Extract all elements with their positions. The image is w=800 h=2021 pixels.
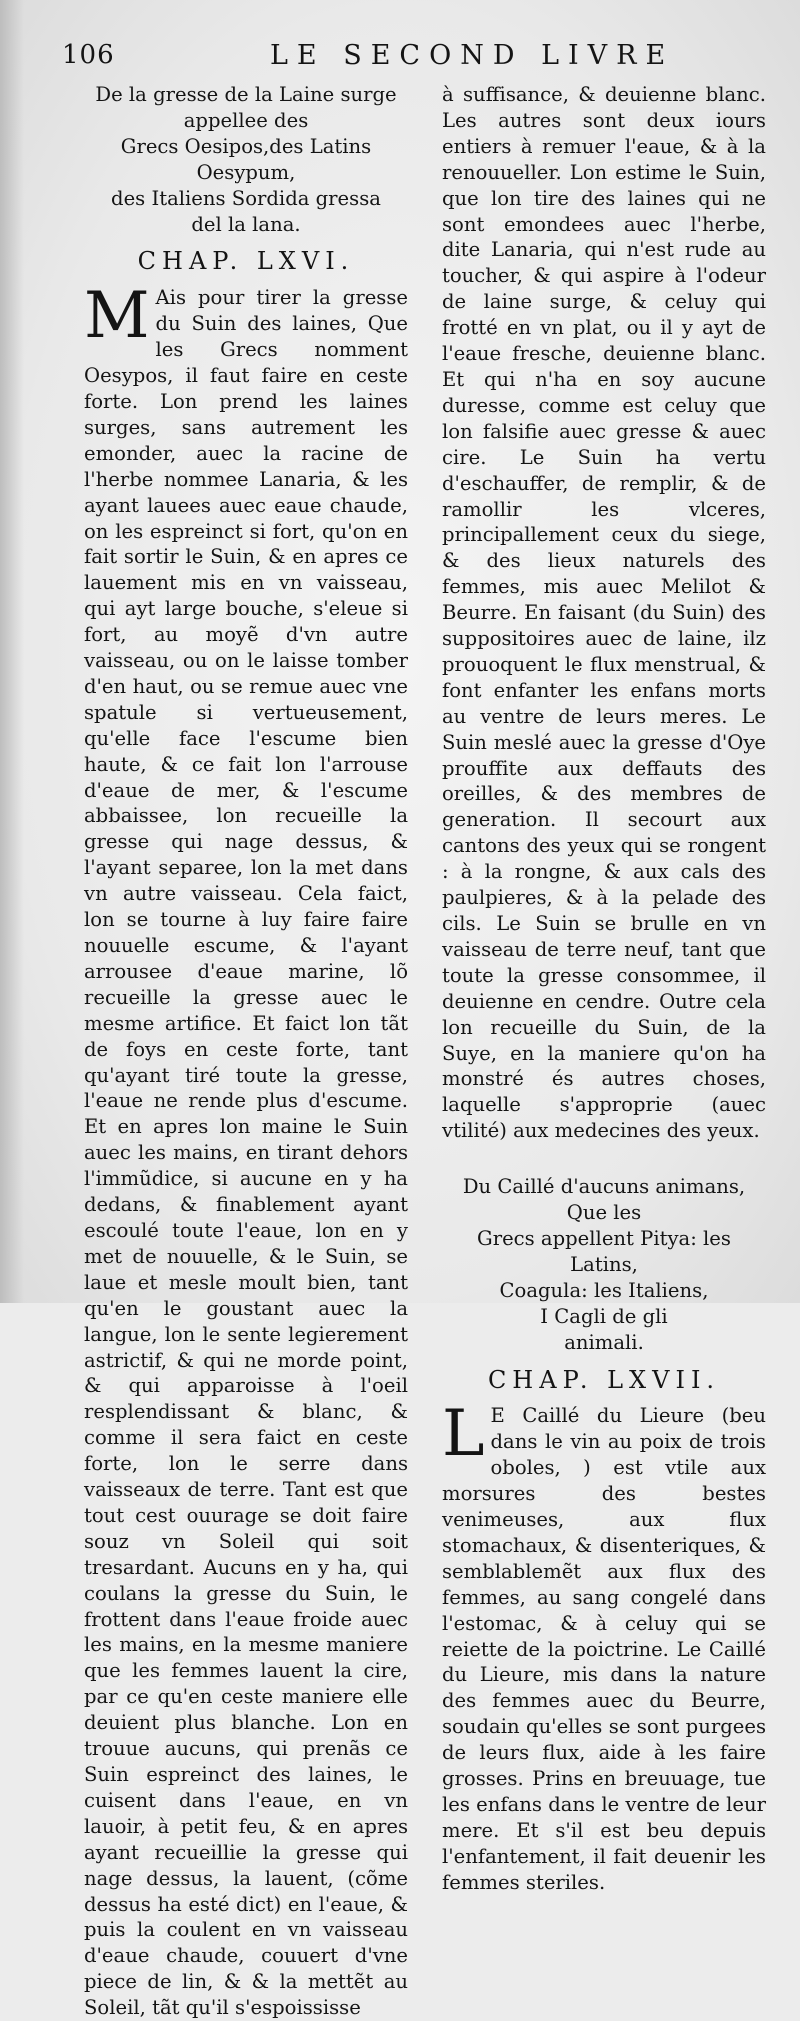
body-text-left: Ais pour tirer la gresse du Suin des laines, Que les Grecs nomment Oesypos, il faut faire en ceste forte. Lon prend les laines surges, sans autrement les emonder, auec la racine de l'herbe nommee Lanaria, & les ayant lauees auec eaue chaude, on les espreinct si fort, qu'on en fait sortir le Suin, & en apres ce lauement mis en vn vaisseau, qui ayt large bouche, s'eleue si fort, au moyẽ d'vn autre vaisseau, ou on le laisse tomber d'en haut, ou se remue auec vne spatule si vertueusement, qu'elle face l'escume bien haute, & ce fait lon l'arrouse d'eaue de mer, & l'escume abbaissee, lon recueille la gresse qui nage dessus, & l'ayant separee, lon la met dans vn autre vaisseau. Cela faict, lon se tourne à luy faire faire nouuelle escume, & l'ayant arrousee d'eaue marine, lõ recueille la gresse auec le mesme artifice. Et faict lon tãt de foys en ceste forte, tant qu'ayant tiré toute la gresse, l'eaue ne rende plus d'escume. Et en apres lon maine le Suin auec les mains, en tirant dehors l'immũdice, si aucune en y ha dedans, & finablement ayant escoulé toute l'eaue, lon en y met de nouuelle, & le Suin, se laue et mesle moult bien, tant qu'en le goustant auec la langue, lon le sente legierement astrictif, & qui ne morde point, & qui apparoisse à l'oeil resplendissant & blanc, & comme il sera faict en ceste forte, lon le serre dans vaisseaux de terre. Tant est que tout cest ouurage se doit faire souz vn Soleil qui soit tresardant. Aucuns en y ha, qui coulans la gresse du Suin, le frottent dans l'eaue froide auec les mains, en la mesme maniere que les femmes lauent la cire, par ce qu'en ceste maniere elle deuient plus blanche. Lon en trouue aucuns, qui prenãs ce Suin espreinct des laines, le cuisent dans l'eaue, en vn lauoir, à petit feu, & en apres ayant recueillie la gresse qui nage dessus, la lauent, (cõme dessus ha esté dict) en l'eaue, & puis la coulent en vn vaisseau d'eaue chaude, couuert d'vne piece de lin, & & la mettẽt au Soleil, tãt qu'il s'espoississe <box>84 286 408 2020</box>
left-column <box>84 82 408 2021</box>
chapter-heading-lxvi: CHAP. LXVI. <box>137 247 355 276</box>
drop-cap-l: L <box>442 1397 485 1472</box>
chapter-text-lxvii <box>442 1397 766 1895</box>
section-gap <box>442 1144 766 1174</box>
chapter-text-lxvi <box>84 279 408 2021</box>
continued-text: à suffisance, & deuienne blanc. Les autres sont deux iours entiers à remuer l'eaue, & à la renouueller. Lon estime le Suin, que lon tire des laines qui ne sont emondees auec l'herbe, dite Lanaria, qui n'est rude au toucher, & qui aspire à l'odeur de laine surge, & celuy qui frotté en vn plat, ou il y ayt de l'eaue fresche, deuienne blanc. Et qui n'ha en soy aucune duresse, comme est celuy que lon falsifie auec gresse & auec cire. Le Suin ha vertu d'eschauffer, de remplir, & de ramollir les vlceres, principallement ceux du siege, & des lieux naturels des femmes, mis auec Melilot & Beurre. En faisant (du Suin) des suppositoires auec de laine, ilz prouoquent le flux menstrual, & font enfanter les enfans morts au ventre de leurs meres. Le Suin meslé auec la gresse d'Oye prouffite aux deffauts des oreilles, & des membres de generation. Il secourt aux cantons des yeux qui se rongent : à la rongne, & aux cals des paulpieres, & à la pelade des cils. Le Suin se brulle en vn vaisseau de terre neuf, tant que toute la gresse consommee, il deuienne en cendre. Outre cela lon recueille du Suin, de la Suye, en la maniere qu'on ha monstré és autres choses, laquelle s'approprie (auec vtilité) aux medecines des yeux. <box>442 83 766 1143</box>
body-text-right: E Caillé du Lieure (beu dans le vin au poix de trois oboles, ) est vtile aux morsures des bestes venimeuses, aux flux stomachaux, & disenteriques, & semblablemẽt aux flux des femmes, au sang congelé dans l'estomac, & à celuy qui se reiette de la poictrine. Le Caillé du Lieure, mis dans la nature des femmes auec du Beurre, soudain qu'elles se sont purgees de leurs flux, aide à les faire grosses. Prins en breuuage, tue les enfans dans le ventre de leur mere. Et s'il est beu depuis l'enfantement, il fait deuenir les femmes steriles. <box>442 1404 766 1894</box>
chapter-title-lxvii: Du Caillé d'aucuns animans, Que les Grecs appellent Pitya: les Latins, Coagula: les Italiens, I Cagli de gli animali. <box>462 1175 746 1354</box>
gutter-shadow <box>0 0 24 1303</box>
right-column <box>442 82 766 1896</box>
running-head: LE SECOND LIVRE <box>270 40 675 71</box>
drop-cap-m: M <box>84 279 150 354</box>
chapter-title-lxvi: De la gresse de la Laine surge appellee des Grecs Oesipos,des Latins Oesypum, des Italiens Sordida gressa del la lana. <box>95 83 397 236</box>
page-number: 106 <box>62 40 115 70</box>
chapter-heading-lxvii: CHAP. LXVII. <box>487 1365 721 1394</box>
